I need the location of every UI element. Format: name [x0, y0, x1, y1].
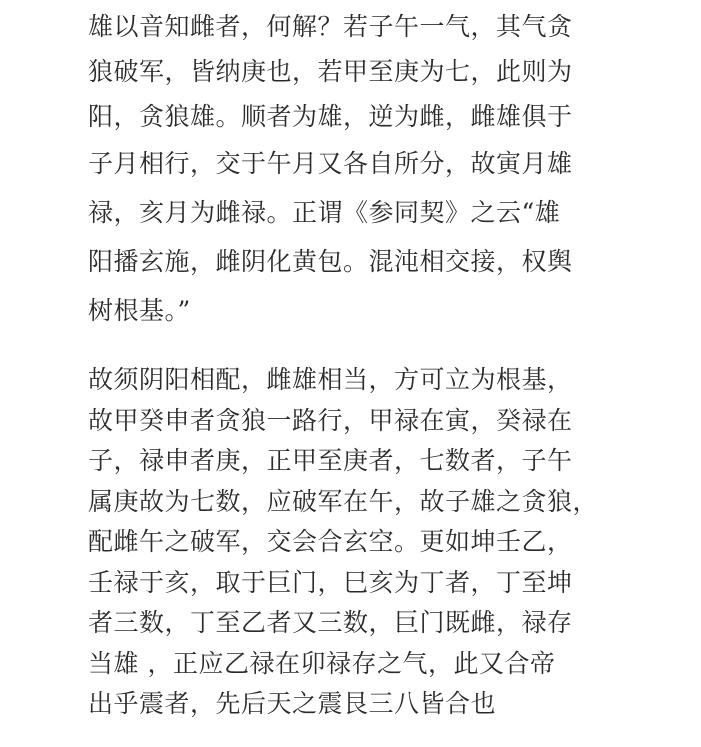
paragraph-2	[88, 360, 648, 725]
text-line: 阳播玄施，雌阴化黄包。混沌相交接，权舆	[88, 247, 573, 276]
text-line: 禄，亥月为雌禄。正谓《参同契》之云“雄	[88, 198, 561, 227]
text-line: 故甲癸申者贪狼一路行，甲禄在寅，癸禄在	[88, 405, 573, 435]
text-line: 者三数，丁至乙者又三数，巨门既雌，禄存	[88, 608, 573, 637]
text-line: 阳，贪狼雄。顺者为雄，逆为雌，雌雄俱于	[88, 102, 573, 131]
text-line: 雄以音知雌者，何解？若子午一气，其气贪	[88, 12, 573, 41]
text-line: 子月相行，交于午月又各自所分，故寅月雄	[88, 149, 573, 178]
text-line: 壬禄于亥，取于巨门，巳亥为丁者，丁至坤	[88, 567, 573, 597]
paragraph-1	[88, 4, 648, 335]
text-line: 树根基。”	[88, 296, 191, 325]
text-line: 属庚故为七数，应破军在午，故子雄之贪狼，	[88, 486, 599, 516]
text-line: 出乎震者，先后天之震艮三八皆合也	[88, 689, 497, 718]
text-line: 配雌午之破军，交会合玄空。更如坤壬乙，	[88, 527, 573, 556]
text-line: 当雄 ，正应乙禄在卯禄存之气，此又合帝	[88, 648, 556, 678]
text-line: 子，禄申者庚，正甲至庚者，七数者，子午	[88, 446, 573, 475]
text-line: 故须阴阳相配，雌雄相当，方可立为根基，	[88, 365, 573, 394]
text-line: 狼破军，皆纳庚也，若甲至庚为七，此则为	[88, 57, 573, 86]
